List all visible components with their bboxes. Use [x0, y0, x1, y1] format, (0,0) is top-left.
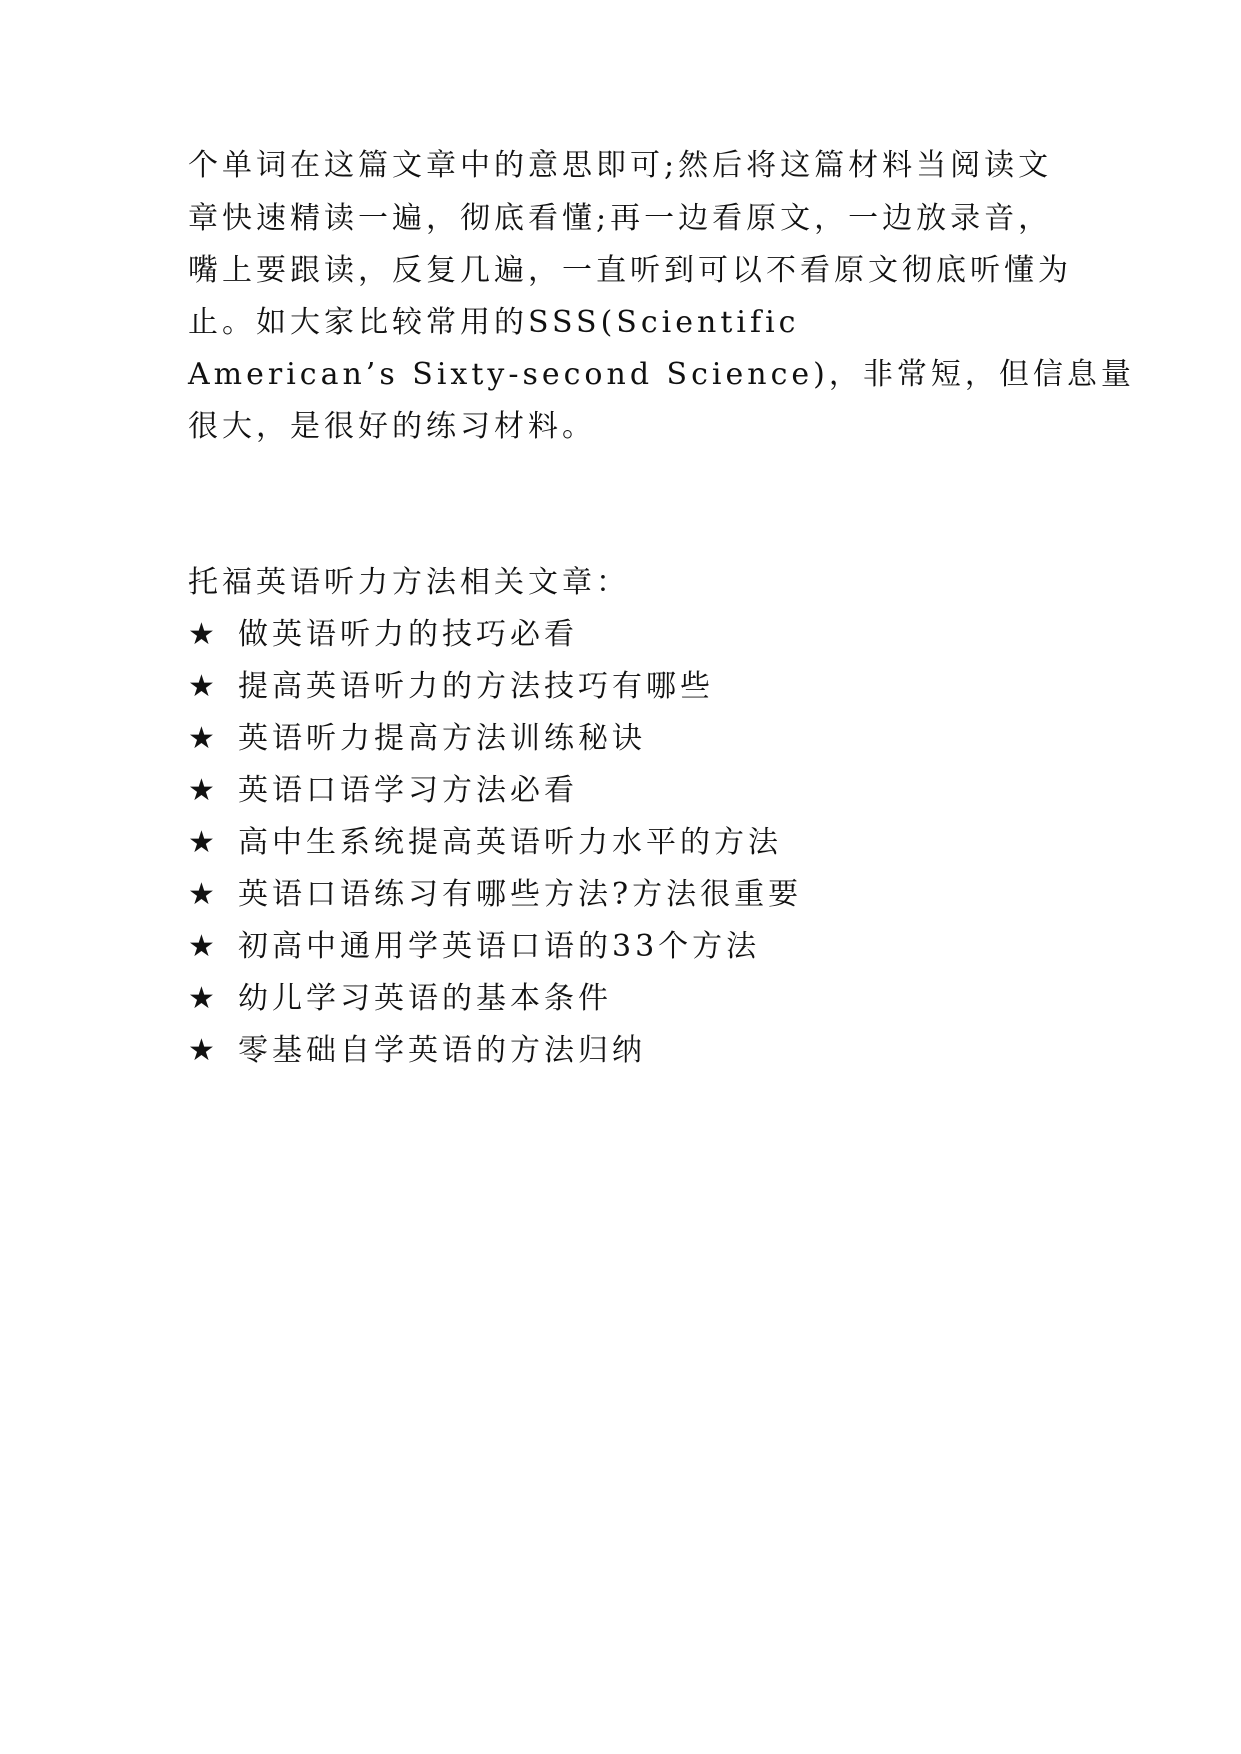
- star-icon: ★: [188, 669, 215, 704]
- related-article-title: 提高英语听力的方法技巧有哪些: [238, 669, 714, 704]
- star-icon: ★: [188, 877, 215, 912]
- related-heading: 托福英语听力方法相关文章：: [188, 565, 630, 600]
- body-line-4: 止。如大家比较常用的SSS(Scientific: [188, 305, 800, 340]
- related-article-title: 英语口语学习方法必看: [238, 773, 578, 808]
- related-article-link[interactable]: [188, 719, 646, 759]
- related-article-link[interactable]: [188, 823, 782, 863]
- related-article-title: 初高中通用学英语口语的33个方法: [238, 929, 761, 964]
- related-article-title: 幼儿学习英语的基本条件: [238, 981, 612, 1016]
- related-article-title: 英语听力提高方法训练秘诀: [238, 721, 646, 756]
- star-icon: ★: [188, 825, 215, 860]
- related-article-title: 英语口语练习有哪些方法?方法很重要: [238, 877, 803, 912]
- body-line-6: 很大，是很好的练习材料。: [188, 409, 596, 444]
- star-icon: ★: [188, 929, 215, 964]
- related-article-link[interactable]: [188, 875, 802, 915]
- related-article-link[interactable]: [188, 927, 760, 967]
- related-article-link[interactable]: [188, 771, 578, 811]
- star-icon: ★: [188, 773, 215, 808]
- star-icon: ★: [188, 981, 215, 1016]
- star-icon: ★: [188, 721, 215, 756]
- related-article-title: 高中生系统提高英语听力水平的方法: [238, 825, 782, 860]
- body-line-3: 嘴上要跟读，反复几遍，一直听到可以不看原文彻底听懂为: [188, 253, 1072, 288]
- related-article-title: 做英语听力的技巧必看: [238, 617, 578, 652]
- related-article-title: 零基础自学英语的方法归纳: [238, 1033, 646, 1068]
- star-icon: ★: [188, 1033, 215, 1068]
- body-line-5: American’s Sixty-second Science)，非常短，但信息量: [188, 357, 1135, 392]
- related-article-link[interactable]: [188, 615, 578, 655]
- body-line-2: 章快速精读一遍，彻底看懂;再一边看原文，一边放录音，: [188, 201, 1053, 236]
- related-article-link[interactable]: [188, 979, 612, 1019]
- related-article-link[interactable]: [188, 667, 714, 707]
- star-icon: ★: [188, 617, 215, 652]
- body-line-1: 个单词在这篇文章中的意思即可;然后将这篇材料当阅读文: [188, 148, 1053, 183]
- related-article-link[interactable]: [188, 1031, 646, 1071]
